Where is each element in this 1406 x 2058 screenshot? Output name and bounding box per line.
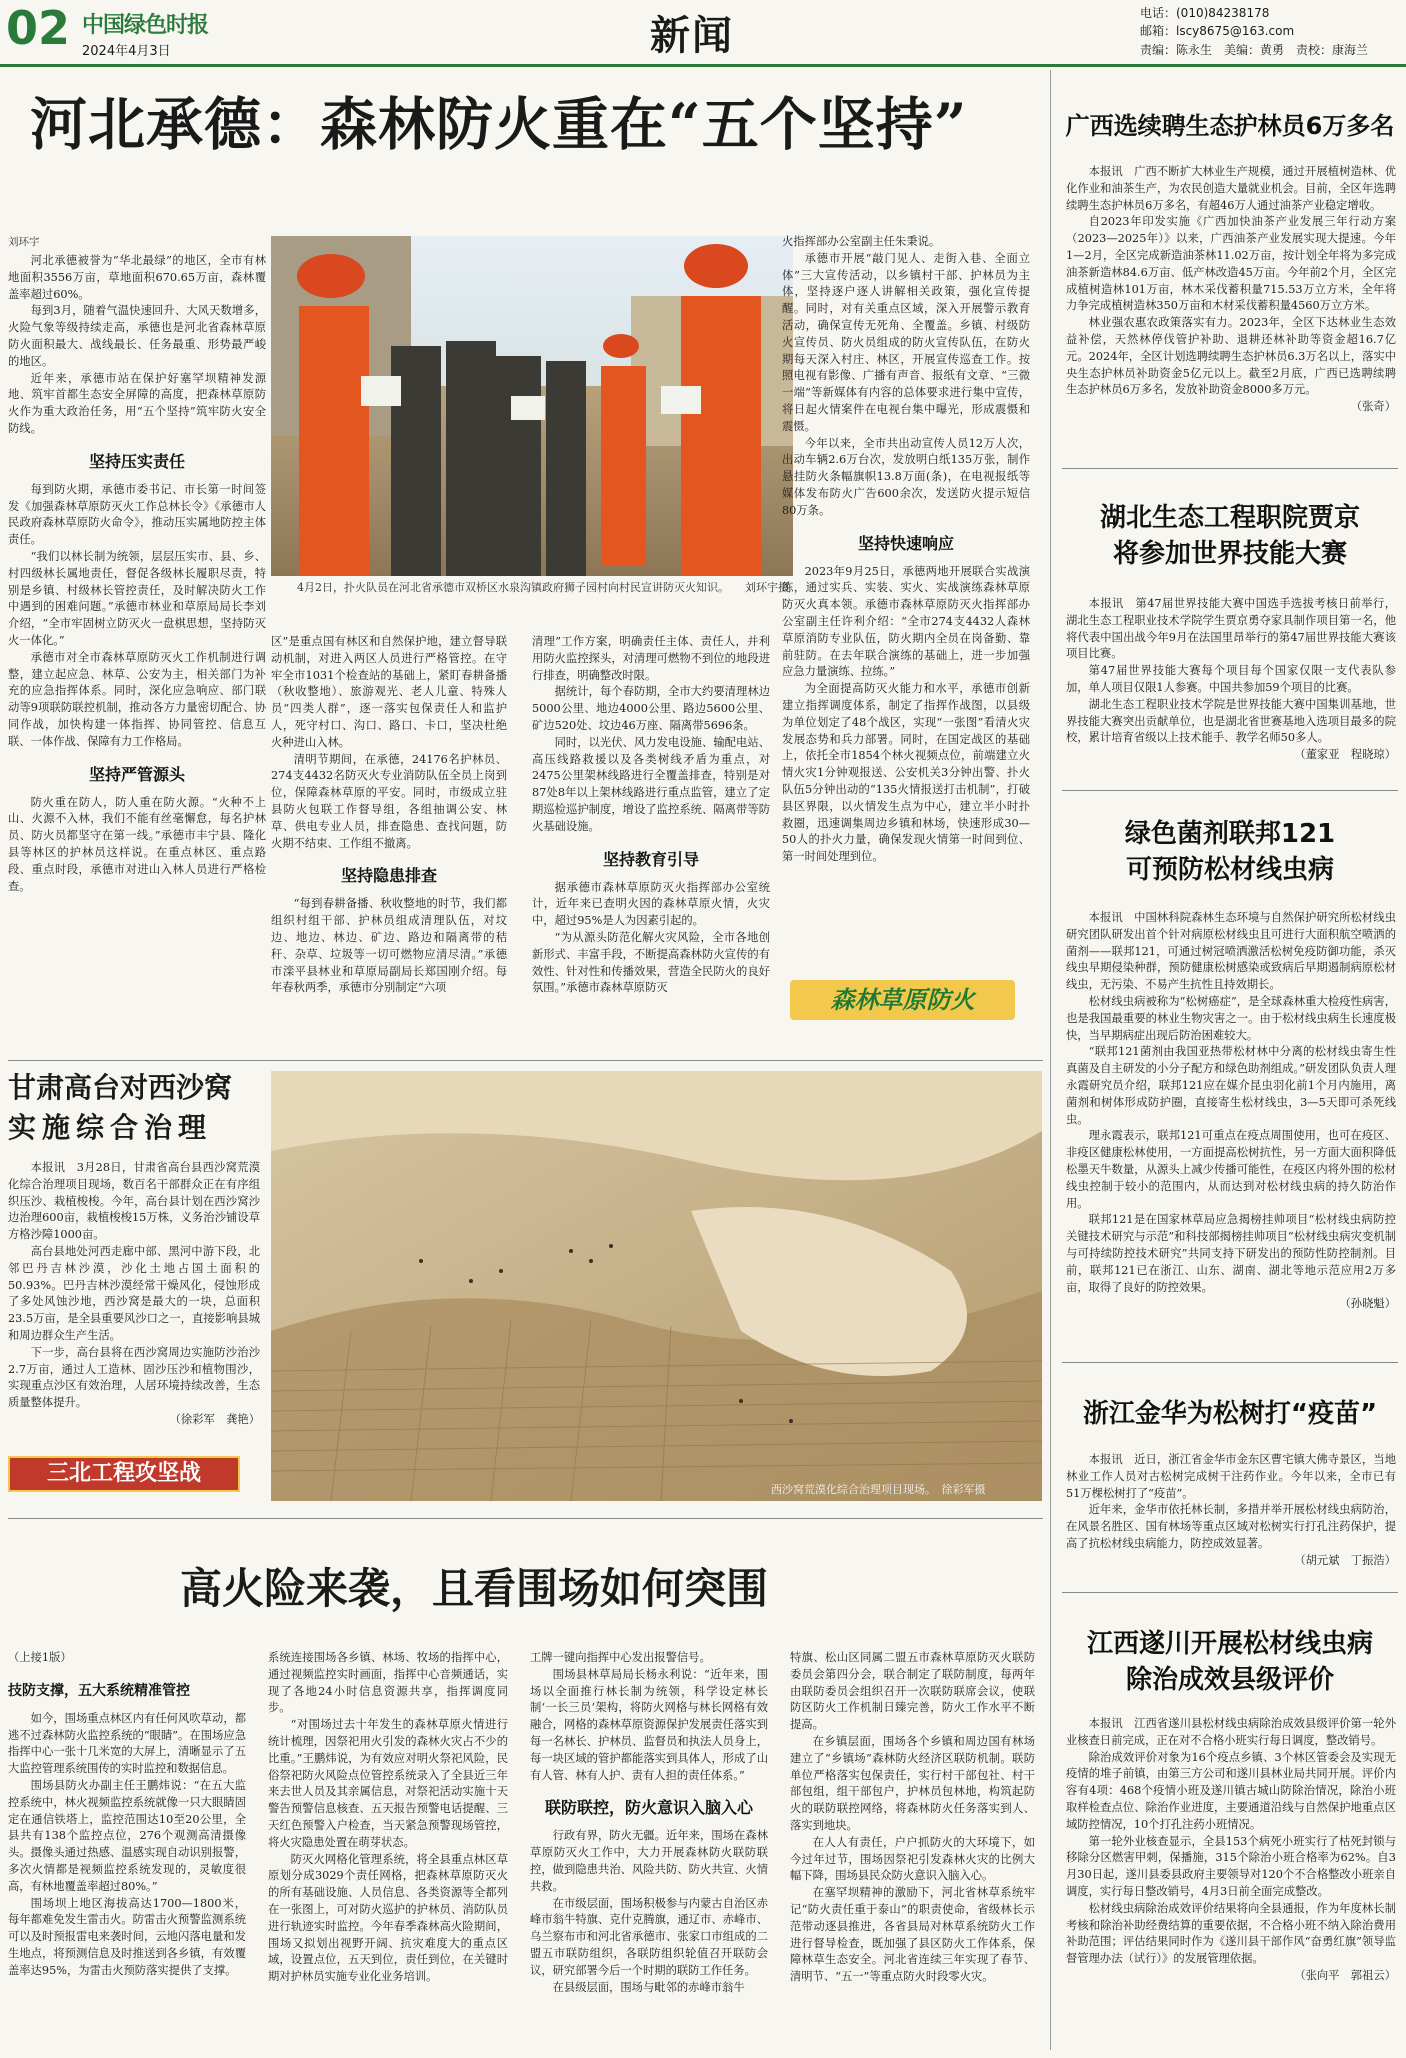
section-rule bbox=[1062, 790, 1398, 791]
section-rule bbox=[8, 1518, 1043, 1519]
headline-line: 浙江金华为松树打“疫苗” bbox=[1082, 1399, 1378, 1429]
credit: （董家亚 程晓琼） bbox=[1294, 748, 1396, 762]
paragraph: 在县级层面，围场与毗邻的赤峰市翁牛 bbox=[552, 1980, 745, 1994]
main-col-4 bbox=[782, 234, 1030, 914]
contact-email: 邮箱：lscy8675@163.com bbox=[1140, 24, 1295, 38]
caption-text: 西沙窝荒漠化综合治理项目现场。 bbox=[771, 1483, 931, 1496]
caption-credit: 徐彩军摄 bbox=[941, 1483, 986, 1496]
author-byline: 刘环宇 bbox=[8, 236, 40, 248]
main-col-2 bbox=[271, 634, 507, 1016]
subheading: 坚持压实责任 bbox=[88, 451, 185, 471]
paragraph: 第47届世界技能大赛每个项目每个国家仅限一支代表队参加，单人项目仅限1人参赛。中国共参加59个项目的比赛。 bbox=[1066, 664, 1396, 694]
credit: （徐彩军 龚艳） bbox=[169, 1412, 260, 1426]
paragraph: 据统计，每个春防期，全市大约要清理林边5000公里、地边4000公里、路边5600公里、矿边520处、坟边46万座、隔离带5696条。 bbox=[532, 685, 770, 732]
paragraph: 自2023年印发实施《广西加快油茶产业发展三年行动方案（2023—2025年）》以来，广西油茶产业发展实现大提速。今年1—2月，全区完成新造油茶林11.02万亩，按计划全年将为多完成油茶新造林84.6万亩、低产林改造45万亩。今年前2个月，全区完成植树造林101万亩，林木采伐蓄积量715.53万立方米，全年将力争完成植树造林350万亩和木材采伐蓄积量4560万立方米。 bbox=[1066, 215, 1396, 313]
paragraph: 区”是重点国有林区和自然保护地，建立督导联动机制，对进入两区人员进行严格管控。在守牢全市1031个检查站的基础上，紧盯春耕备播（秋收整地）、旅游观光、老人儿童、特殊人员“四类人群”，逐一落实包保责任人和监护人，死守村口、沟口、路口、卡口，坚决杜绝火种进山入林。 bbox=[271, 635, 507, 749]
paragraph: 湖北生态工程职业技术学院是世界技能大赛中国集训基地，世界技能大赛突出贡献单位，也是湖北省世赛基地入选项目最多的院校，累计培育省级以上技术能手、教学名师50多人。 bbox=[1066, 697, 1396, 745]
photo-illustration bbox=[271, 236, 793, 576]
banner-label: 三北工程攻坚战 bbox=[46, 1461, 201, 1486]
paper-logo: 中国绿色时报 bbox=[82, 12, 209, 38]
paragraph: “为从源头防范化解火灾风险，全市各地创新形式、丰富手段，不断提高森林防火宣传的有效性、针对性和传播效果，营造全民防火的良好氛围。”承德市森林草原防灭 bbox=[532, 930, 770, 995]
headline-line: 可预防松材线虫病 bbox=[1125, 855, 1334, 885]
badge-label: 森林草原防火 bbox=[830, 986, 975, 1014]
subheading: 坚持快速响应 bbox=[857, 533, 954, 553]
headline-line: 除治成效县级评价 bbox=[1125, 1665, 1334, 1695]
paragraph: 行政有界，防火无疆。近年来，围场在森林草原防灭火工作中，大力开展森林防火联防联控，做到隐患共治、风险共防、防火共宣、火情共救。 bbox=[530, 1829, 768, 1893]
paragraph: 围场县林草局局长杨永利说：“近年来，围场以全面推行林长制为统领，科学设定林长制‘一长三员’架构，将防火网格与林长网格有效融合，网格的森林草原资源保护发展责任落实到每一名林长、护林员、监督员和执法人员身上，每一块区域的管护都能落实到具体人，形成了山有人管、林有人护、责有人担的责任体系。” bbox=[530, 1667, 768, 1782]
weichang-col-3 bbox=[530, 1650, 768, 2050]
weichang-col-2 bbox=[268, 1650, 508, 2050]
paragraph: 在塞罕坝精神的激励下，河北省林草系统牢记“防火责任重于泰山”的职责使命，省级林长示范带动逐县推进，各省县局对林草系统防火工作进行督导检查，既加强了县区防火工作体系，保障林草生态安全。河北省连续三年实现了春节、清明节、“五一”等重点防火时段零火灾。 bbox=[790, 1886, 1035, 1984]
weichang-col-4 bbox=[790, 1650, 1035, 2050]
paragraph: 围场坝上地区海拔高达1700—1800米，每年都难免发生雷击火。防雷击火预警监测系统可以及时预报雷电来袭时间，云地闪落电量和发生地点，将预测信息及时推送到各乡镇，有效覆盖率达95%，为雷击火预防落实提供了支撑。 bbox=[8, 1896, 246, 1977]
paragraph: 松材线虫病被称为“松树癌症”，是全球森林重大检疫性病害，也是我国最重要的林业生物灾害之一。由于松材线虫病生长速度极快，当早期病症出现后防治困难较大。 bbox=[1066, 994, 1396, 1042]
paragraph: 在市级层面，围场积极参与内蒙古自治区赤峰市翁牛特旗、克什克腾旗，通辽市、赤峰市、乌兰察布市和河北省承德市、张家口市组成的二盟五市联防组织，各联防组织轮值召开联防会议，研究部署今后一个时期的联防工作任务。 bbox=[530, 1896, 768, 1977]
paragraph: 2023年9月25日，承德两地开展联合实战演练，通过实兵、实装、实火、实战演练森林草原防灭火真本领。承德市森林草原防灭火指挥部办公室副主任许利介绍：“全市274支4432人森林草原消防专业队伍，防火期内全员在岗备勤、靠前驻防。在去年联合演练的基础上，进一步加强应急力量演练、拉练。” bbox=[782, 564, 1030, 679]
headline-line: 绿色菌剂联邦121 bbox=[1124, 819, 1336, 849]
paragraph: 在人人有责任，户户抓防火的大环境下，如今过年过节，围场因祭祀引发森林火灾的比例大幅下降，围场县民众防火意识入脑入心。 bbox=[790, 1835, 1035, 1883]
desert-photo bbox=[271, 1071, 1042, 1501]
right-headline-lianbang bbox=[1062, 816, 1398, 888]
paragraph: 河北承德被誉为“华北最绿”的地区，全市有林地面积3556万亩，草地面积670.65万亩，森林覆盖率超过60%。 bbox=[8, 254, 266, 301]
masthead-rule bbox=[0, 64, 1406, 67]
paragraph: 承德市对全市森林草原防灭火工作机制进行调整，建立起应急、林草、公安为主，相关部门为补充的应急指挥体系。同时，深化应急响应、部门联动等9项联防联控机制，推动各方力量密切配合、协同作战，加快构建一体指挥、协同管控、信息互联、一体作战、保障有力工作格局。 bbox=[8, 650, 266, 748]
masthead bbox=[0, 0, 1406, 62]
gansu-body bbox=[8, 1160, 260, 1442]
right-article-hubei bbox=[1066, 596, 1396, 782]
main-headline: 河北承德：森林防火重在“五个坚持” bbox=[30, 91, 968, 158]
right-article-suichuan bbox=[1066, 1716, 1396, 2052]
paragraph: 理永霞表示，联邦121可重点在疫点周围使用，也可在疫区、非疫区健康松林使用，一方面提高松树抗性，另一方面大面积降低松墨天牛数量，从源头上减少传播可能性，在疫区内将外围的松材线虫控制于较小的范围内，从而达到对松材线虫病的持久防治作用。 bbox=[1066, 1129, 1396, 1210]
paragraph: 同时，以光伏、风力发电设施、输配电站、高压线路救援以及各类树线矛盾为重点，对2475公里架林线路进行全覆盖排查，特别是对87处8年以上架林线路进行重点监管，建立了定期巡检巡护制度，增设了监控系统、隔离带等防火基础设施。 bbox=[532, 735, 770, 833]
caption-text: 4月2日，扑火队员在河北省承德市双桥区水泉沟镇政府狮子园村向村民宣讲防灭火知识。 bbox=[297, 581, 729, 594]
right-headline-guangxi bbox=[1062, 108, 1398, 144]
paragraph: 下一步，高台县将在西沙窝周边实施防沙治沙2.7万亩，通过人工造林、固沙压沙和植物围沙，实现重点沙区有效治理，人居环境持续改善，生态质量整体提升。 bbox=[8, 1345, 260, 1410]
paragraph: 高台县地处河西走廊中部、黑河中游下段，北邻巴丹吉林沙漠，沙化土地占国土面积的50.93%。巴丹吉林沙漠经常干燥风化，侵蚀形成了多处风蚀沙地，西沙窝是最大的一块，总面积23.5万亩，是全县重要风沙口之一，直接影响县城和周边群众生产生活。 bbox=[8, 1244, 260, 1342]
editor-credits: 责编：陈永生 美编：黄勇 责校：康海兰 bbox=[1140, 43, 1369, 57]
column-divider bbox=[1050, 70, 1051, 2050]
paragraph: “我们以林长制为统领，层层压实市、县、乡、村四级林长属地责任，督促各级林长履职尽责，特别是乡镇、村级林长管控责任，及时解决防火工作中遇到的困难问题。”承德市林业和草原局局长李刘介绍，“全市牢固树立防灭火一盘棋思想，坚持防灭火一体化。” bbox=[8, 549, 266, 647]
sanbei-banner bbox=[8, 1456, 240, 1492]
firefighters-photo bbox=[271, 236, 793, 576]
headline-line: 实施综合治理 bbox=[8, 1111, 213, 1144]
paragraph: 本报讯 江西省遂川县松材线虫病除治成效县级评价第一轮外业核查日前完成，正在对不合格小班实行每日调度，整改销号。 bbox=[1066, 1717, 1396, 1747]
continued-note: （上接1版） bbox=[8, 1651, 72, 1664]
paragraph: 今年以来，全市共出动宣传人员12万人次，出动车辆2.6万台次，发放明白纸135万张，制作悬挂防火条幅旗帜13.8万面(条)，在电视报纸等媒体发布防火广告600余次，发送防火提示短信80万条。 bbox=[782, 436, 1030, 517]
right-headline-jinhua bbox=[1062, 1396, 1398, 1432]
paragraph: 本报讯 广西不断扩大林业生产规模，通过开展植树造林、优化作业和油茶生产，为农民创造大量就业机会。目前，全区年选聘续聘生态护林员6万多名，有超46万人通过油茶产业稳定增收。 bbox=[1066, 165, 1396, 212]
paragraph: 林业强农惠农政策落实有力。2023年，全区下达林业生态效益补偿，天然林停伐管护补助、退耕还林补助等资金超16.7亿元。2024年，全区计划选聘续聘生态护林员6.3万名以上，落实中央生态护林员补助资金5亿元以上。截至2月底，广西已选聘续聘生态护林员6万多名，发放补助资金8000多万元。 bbox=[1066, 316, 1396, 397]
paragraph: 火指挥部办公室副主任朱秉说。 bbox=[782, 235, 941, 248]
subheading: 坚持严管源头 bbox=[88, 764, 185, 784]
headline-line: 江西遂川开展松材线虫病 bbox=[1086, 1629, 1373, 1659]
paragraph: “对围场过去十年发生的森林草原火情进行统计梳理，因祭祀用火引发的森林火灾占不少的比重。”王鹏炜说，为有效应对明火祭祀风险，民俗祭祀防火风险点位管控系统录入了全县近三年来去世人员及其亲属信息，对祭祀活动实施十天警告预警信息核查、五天报告预警电话提醒、三天红色预警入户检查，当天紧急预警现场管控，将火灾隐患处置在萌芽状态。 bbox=[268, 1718, 508, 1849]
forest-fire-badge bbox=[790, 980, 1015, 1020]
right-headline-hubei bbox=[1062, 500, 1398, 572]
paragraph: 近年来，承德市站在保护好塞罕坝精神发源地、筑牢首都生态安全屏障的高度，把森林草原防火作为重大政治任务，用“五个坚持”筑牢防火安全防线。 bbox=[8, 371, 266, 435]
main-col-1 bbox=[8, 253, 266, 1013]
paragraph: 本报讯 中国林科院森林生态环境与自然保护研究所松材线虫研究团队研发出首个针对病原松材线虫且可进行大面积航空喷洒的菌剂——联邦121，可通过树冠喷洒激活松树免疫防御功能，杀灭线虫早期侵染种群，预防健康松树感染或致病后早期遏制病原松材线虫，无污染、不易产生抗性且持效期长。 bbox=[1066, 911, 1396, 992]
desert-photo-caption bbox=[771, 1481, 986, 1497]
page-number: 02 bbox=[6, 1, 71, 55]
right-article-guangxi bbox=[1066, 164, 1396, 460]
paragraph: 本报讯 近日，浙江省金华市金东区曹宅镇大佛寺景区，当地林业工作人员对古松树完成树干注药作业。今年以来，全市已有51万棵松树打了“疫苗”。 bbox=[1066, 1453, 1396, 1500]
section-rule bbox=[8, 1060, 1043, 1061]
section-rule bbox=[1062, 1592, 1398, 1593]
weichang-headline: 高火险来袭，且看围场如何突围 bbox=[180, 1564, 769, 1613]
paragraph: 清理”工作方案，明确责任主体、责任人，并利用防火监控探头，对清理可燃物不到位的地段进行排查，明确整改时限。 bbox=[532, 635, 770, 682]
main-col-3 bbox=[532, 634, 770, 1016]
paragraph: 据承德市森林草原防灭火指挥部办公室统计，近年来已查明火因的森林草原火情，火灾中，超过95%是人为因素引起的。 bbox=[532, 880, 770, 928]
credit: （张奇） bbox=[1350, 400, 1396, 414]
subheading: 联防联控，防火意识入脑入心 bbox=[544, 1798, 753, 1818]
paragraph: 防火重在防人，防人重在防火源。“火种不上山、火源不入林，我们不能有丝毫懈怠，每名护林员、防火员都坚守在第一线。”承德市丰宁县、隆化县等林区的护林员这样说。在重点林区、重点路段、重点时段，承德市对进山入林人员进行严格检查。 bbox=[8, 795, 266, 893]
credit: （孙晓魁） bbox=[1339, 1297, 1396, 1311]
paragraph: 每到防火期，承德市委书记、市长第一时间签发《加强森林草原防灭火工作总林长令》《承德市人民政府森林草原防火命令》，推动压实属地防控主体责任。 bbox=[8, 482, 266, 547]
paragraph: “联邦121菌剂由我国亚热带松材林中分离的松材线虫寄生性真菌及自主研发的小分子配方和绿色助剂组成。”研发团队负责人理永霞研究员介绍，联邦121应在媒介昆虫羽化前1个月内施用，离菌剂和树体形成防护圈，直接寄生松材线虫，3—5天即可杀死线虫。 bbox=[1066, 1045, 1396, 1126]
paragraph: 承德市开展“敲门见人、走街入巷、全面立体”三大宣传活动，以乡镇村干部、护林员为主体，坚持逐户逐人讲解相关政策，强化宣传提醒。同时，对有关重点区域，深入开展警示教育活动，确保宣传无死角、全覆盖。乡镇、村级防火宣传员、防火员组成的防火宣传队伍，在防火期每天深入村庄、林区，开展宣传巡查工作。按照电视有影像、广播有声音、报纸有文章、“三微一端”等新媒体有内容的总体要求进行集中宣传，将日起火情案件在电视台集中曝光，形成震慑和震慑。 bbox=[782, 251, 1030, 433]
paragraph: 防灭火网格化管理系统，将全县重点林区草原划分成3029个责任网格，把森林草原防灭火的所有基础设施、人员信息、各类资源等全都列在一张图上，可对防火巡护的护林员、消防队员进行轨迹实时监控。今年春季森林高火险期间，围场又拟划出视野开阔、抗灾难度大的重点区域，设置点位，五天到位，责任到位，在关键时期对护林员实施专业化业务培训。 bbox=[268, 1852, 508, 1984]
paragraph: 系统连接围场各乡镇、林场、牧场的指挥中心，通过视频监控实时画面，指挥中心音频通话，实现了各地24小时信息资源共享，指挥调度同步。 bbox=[268, 1651, 508, 1715]
paragraph: 特旗、松山区同属二盟五市森林草原防灭火联防委员会第四分会，联合制定了联防制度，每两年由联防委员会组织召开一次联防联席会议，使联防区防火工作机制日臻完善，防火工作水平不断提高。 bbox=[790, 1651, 1035, 1732]
headline-line: 将参加世界技能大赛 bbox=[1112, 539, 1347, 569]
credit: （张向平 郭祖云） bbox=[1294, 1968, 1396, 1982]
headline-line: 甘肃高台对西沙窝 bbox=[8, 1071, 233, 1104]
weichang-col-1 bbox=[8, 1650, 246, 2050]
headline-line: 广西选续聘生态护林员6万多名 bbox=[1065, 112, 1395, 140]
paragraph: 工牌一键向指挥中心发出报警信号。 bbox=[530, 1651, 711, 1664]
right-headline-suichuan bbox=[1062, 1626, 1398, 1698]
photo-caption bbox=[297, 580, 789, 596]
credit: （胡元斌 丁振浩） bbox=[1294, 1553, 1396, 1567]
contact-phone: 电话：(010)84238178 bbox=[1140, 6, 1270, 20]
issue-date: 2024年4月3日 bbox=[82, 44, 171, 59]
paragraph: “每到春耕备播、秋收整地的时节，我们都组织村组干部、护林员组成清理队伍，对坟边、地边、林边、矿边、路边和隔离带的秸秆、杂草、垃圾等一切可燃物应清尽清。”承德市滦平县林业和草原局副局长郑国刚介绍。每年春秋两季，承德市分别制定“六项 bbox=[271, 897, 507, 995]
paragraph: 联邦121是在国家林草局应急揭榜挂帅项目“松材线虫病防控关键技术研究与示范”和科技部揭榜挂帅项目“松材线虫病灾变机制与可持续防控技术研究”共同支持下研发出的预防性防控制剂。目前，联邦121已在浙江、山东、湖南、湖北等地示范应用2万多亩，取得了良好的防控效果。 bbox=[1066, 1213, 1396, 1294]
paragraph: 在乡镇层面，围场各个乡镇和周边国有林场建立了“乡镇场”森林防火经济区联防机制。联防单位严格落实包保责任，实行村干部包社、村干部包组，组干部包户，护林员包林地，构筑起防火的联防联控网络，将森林防火任务落实到人、落实到地块。 bbox=[790, 1734, 1035, 1832]
paragraph: 近年来，金华市依托林长制，多措并举开展松材线虫病防治，在风景名胜区、国有林场等重点区域对松树实行打孔注药保护，提高了抗松材线虫病能力，防控成效显著。 bbox=[1066, 1503, 1396, 1550]
paragraph: 第一轮外业核查显示，全县153个病死小班实行了枯死封锁与移除分区燃害甲刺，保播施，315个除治小班合格率为62%。自3月30日起，遂川县委县政府主要领导对120个不合格整改小班亲自调度，实行每日整改销号，4月3日前全面完成整改。 bbox=[1066, 1834, 1396, 1898]
section-title: 新闻 bbox=[650, 12, 734, 59]
subheading: 技防支撑，五大系统精准管控 bbox=[8, 1682, 190, 1699]
gansu-headline bbox=[8, 1068, 258, 1148]
caption-credit: 刘环宇摄 bbox=[745, 581, 789, 594]
subheading: 坚持教育引导 bbox=[602, 849, 699, 869]
paragraph: 为全面提高防灭火能力和水平，承德市创新建立指挥调度体系，制定了指挥作战图，以县级为单位划定了48个战区，实现“一张图”看清火灾发展态势和兵力部署。同时，在国定战区的基础上，依托全市1854个林火视频点位，前端建立火情火灾1分钟观报送、公安机关3分钟出警、扑火队伍5分钟出动的“135火情报送打击机制”，打破县区界限，以火情发生点为中心，建立半小时扑救圈，迅速调集周边乡镇和林场，快速形成30—50人的扑火力量，确保发现火情第一时间到位、第一时间处理到位。 bbox=[782, 682, 1030, 864]
section-rule bbox=[1062, 1362, 1398, 1363]
right-article-jinhua bbox=[1066, 1452, 1396, 1582]
paragraph: 本报讯 3月28日，甘肃省高台县西沙窝荒漠化综合治理项目现场，数百名干部群众正在有序组织压沙、栽植梭梭。今年，高台县计划在西沙窝沙边治理600亩，栽植梭梭15万株，义务治沙铺设草方格沙障1000亩。 bbox=[8, 1161, 260, 1242]
paragraph: 清明节期间，在承德，24176名护林员、274支4432名防灭火专业消防队伍全员上岗到位，保障森林草原的平安。同时，市级成立驻县防火包联工作督导组，各组抽调公安、林草、供电专业人员，排查隐患、查找问题，防火期不结束、工作组不撤离。 bbox=[271, 752, 507, 850]
headline-line: 湖北生态工程职院贾京 bbox=[1099, 503, 1360, 533]
paragraph: 如今，围场重点林区内有任何风吹草动，都逃不过森林防火监控系统的“眼睛”。在围场应急指挥中心一张十几米宽的大屏上，清晰显示了五大监控管理系统围传的实时监控和数据信息。 bbox=[8, 1711, 246, 1776]
right-article-lianbang bbox=[1066, 910, 1396, 1354]
paragraph: 除治成效评价对象为16个疫点乡镇、3个林区管委会及实现无疫情的堆子前镇，由第三方公司和遂川县林业局共同开展。评价内容有4项：468个疫情小班及遂川镇古城山防除治情况，除治小班取样检查点位、除治作业进度，主要通道沿线与自然保护地重点区域防控情况，10个打孔注药小班情况。 bbox=[1066, 1750, 1396, 1831]
section-rule bbox=[1062, 468, 1398, 469]
paragraph: 松材线虫病除治成效评价结果将向全县通报，作为年度林长制考核和除治补助经费结算的重要依据，不合格小班不纳入除治费用补助范围；评估结果同时作为《遂川县干部作风“奋勇红旗”领导监督管理办法（试行）》的发展管理依据。 bbox=[1066, 1901, 1396, 1966]
photo-illustration bbox=[271, 1071, 1042, 1501]
paragraph: 围场县防火办副主任王鹏炜说：“在五大监控系统中，林火视频监控系统就像一只大眼睛固定在通信铁塔上，监控范围达10至20公里，全县共有138个监控点位，276个观测高清摄像头。摄像头通过热感、温感实现自动识别报警，多次火情都是视频监控系统发现的，灵敏度很高，有林地覆盖率超过80%。” bbox=[8, 1778, 246, 1893]
paragraph: 本报讯 第47届世界技能大赛中国选手选拔考核日前举行，湖北生态工程职业技术学院学生贾京勇夺家具制作项目第一名，他将代表中国出战今年9月在法国里昂举行的第47届世界技能大赛该项目比赛。 bbox=[1066, 597, 1396, 661]
subheading: 坚持隐患排查 bbox=[340, 866, 437, 886]
paragraph: 每到3月，随着气温快速回升、大风天数增多，火险气象等级持续走高，承德也是河北省森林草原防火面积最大、战线最长、任务最重、形势最严峻的地区。 bbox=[8, 304, 266, 368]
